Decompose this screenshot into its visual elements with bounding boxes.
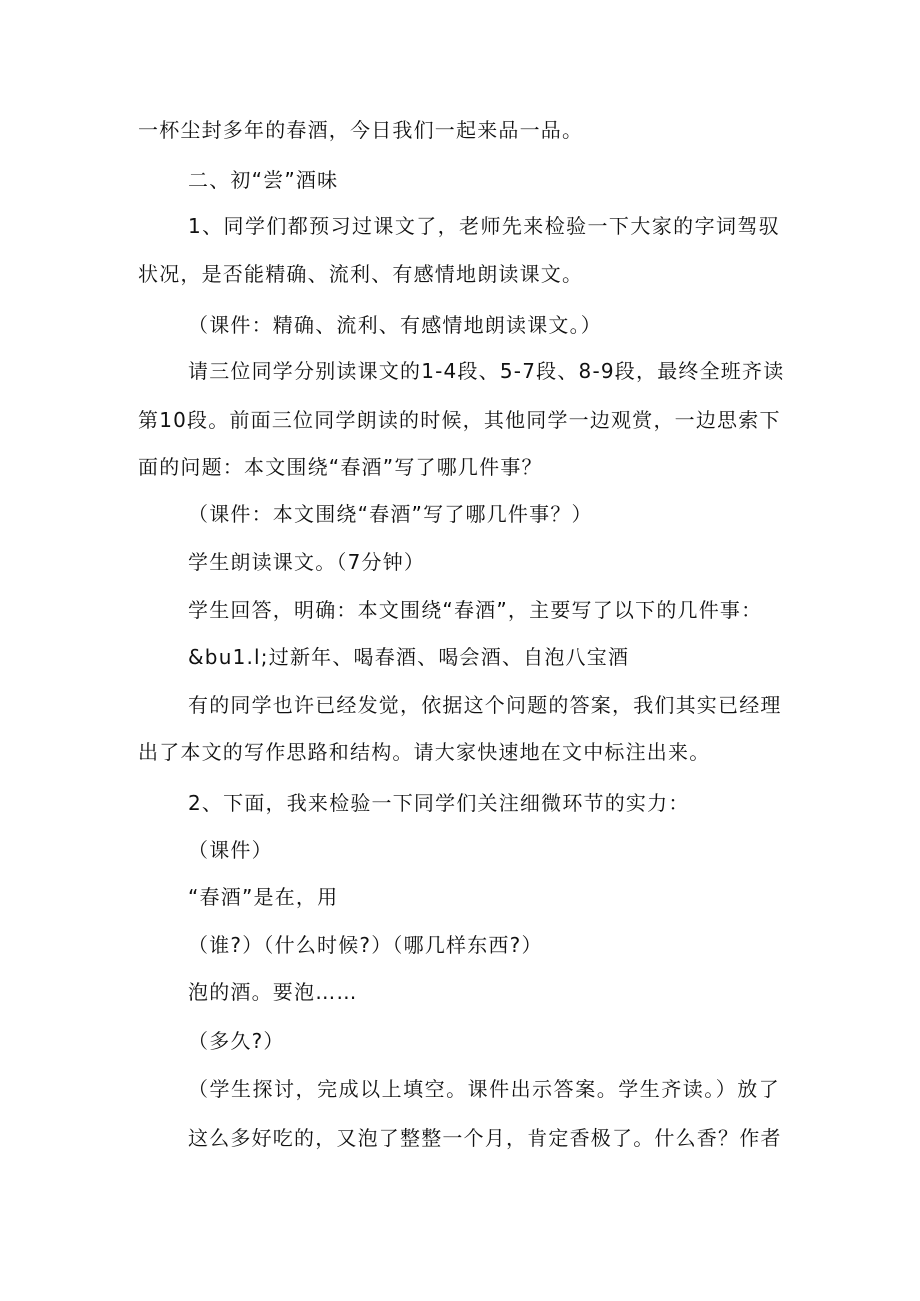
text-line: 有的同学也许已经发觉，依据这个问题的答案，我们其实已经理: [188, 693, 782, 717]
text-line: 这么多好吃的，又泡了整整一个月，肯定香极了。什么香？作者: [188, 1126, 782, 1150]
text-line: （课件）: [188, 838, 273, 862]
text-line: &bu1.l;过新年、喝春酒、喝会酒、自泡八宝酒: [188, 645, 630, 669]
text-line: 一杯尘封多年的春酒，今日我们一起来品一品。: [138, 118, 584, 142]
text-line: 状况，是否能精确、流利、有感情地朗读课文。: [138, 262, 584, 286]
text-line: （多久?）: [188, 1029, 285, 1053]
text-line: 第10段。前面三位同学朗读的时候，其他同学一边观赏，一边思索下: [138, 408, 781, 432]
text-line: 学生回答，明确：本文围绕“春酒”，主要写了以下的几件事：: [188, 598, 763, 622]
text-line: 请三位同学分别读课文的1-4段、5-7段、8-9段，最终全班齐读: [188, 359, 785, 383]
text-line: （学生探讨，完成以上填空。课件出示答案。学生齐读。）放了: [188, 1077, 780, 1101]
text-line: （课件：精确、流利、有感情地朗读课文。）: [188, 313, 602, 337]
text-line: 出了本文的写作思路和结构。请大家快速地在文中标注出来。: [138, 740, 711, 764]
text-line: 2、下面，我来检验一下同学们关注细微环节的实力：: [188, 791, 690, 815]
text-line: （谁?）（什么时候?）（哪几样东西?）: [188, 933, 543, 957]
text-line: 泡的酒。要泡……: [188, 980, 358, 1004]
text-line: 学生朗读课文。（7分钟）: [188, 550, 426, 574]
text-line: “春酒”是在，用: [188, 885, 339, 909]
text-line: 面的问题：本文围绕“春酒”写了哪几件事？: [138, 455, 543, 479]
text-line: （课件：本文围绕“春酒”写了哪几件事？）: [188, 502, 593, 526]
text-line: 1、同学们都预习过课文了，老师先来检验一下大家的字词驾驭: [188, 214, 780, 238]
section-heading: 二、初“尝”酒味: [188, 168, 339, 192]
